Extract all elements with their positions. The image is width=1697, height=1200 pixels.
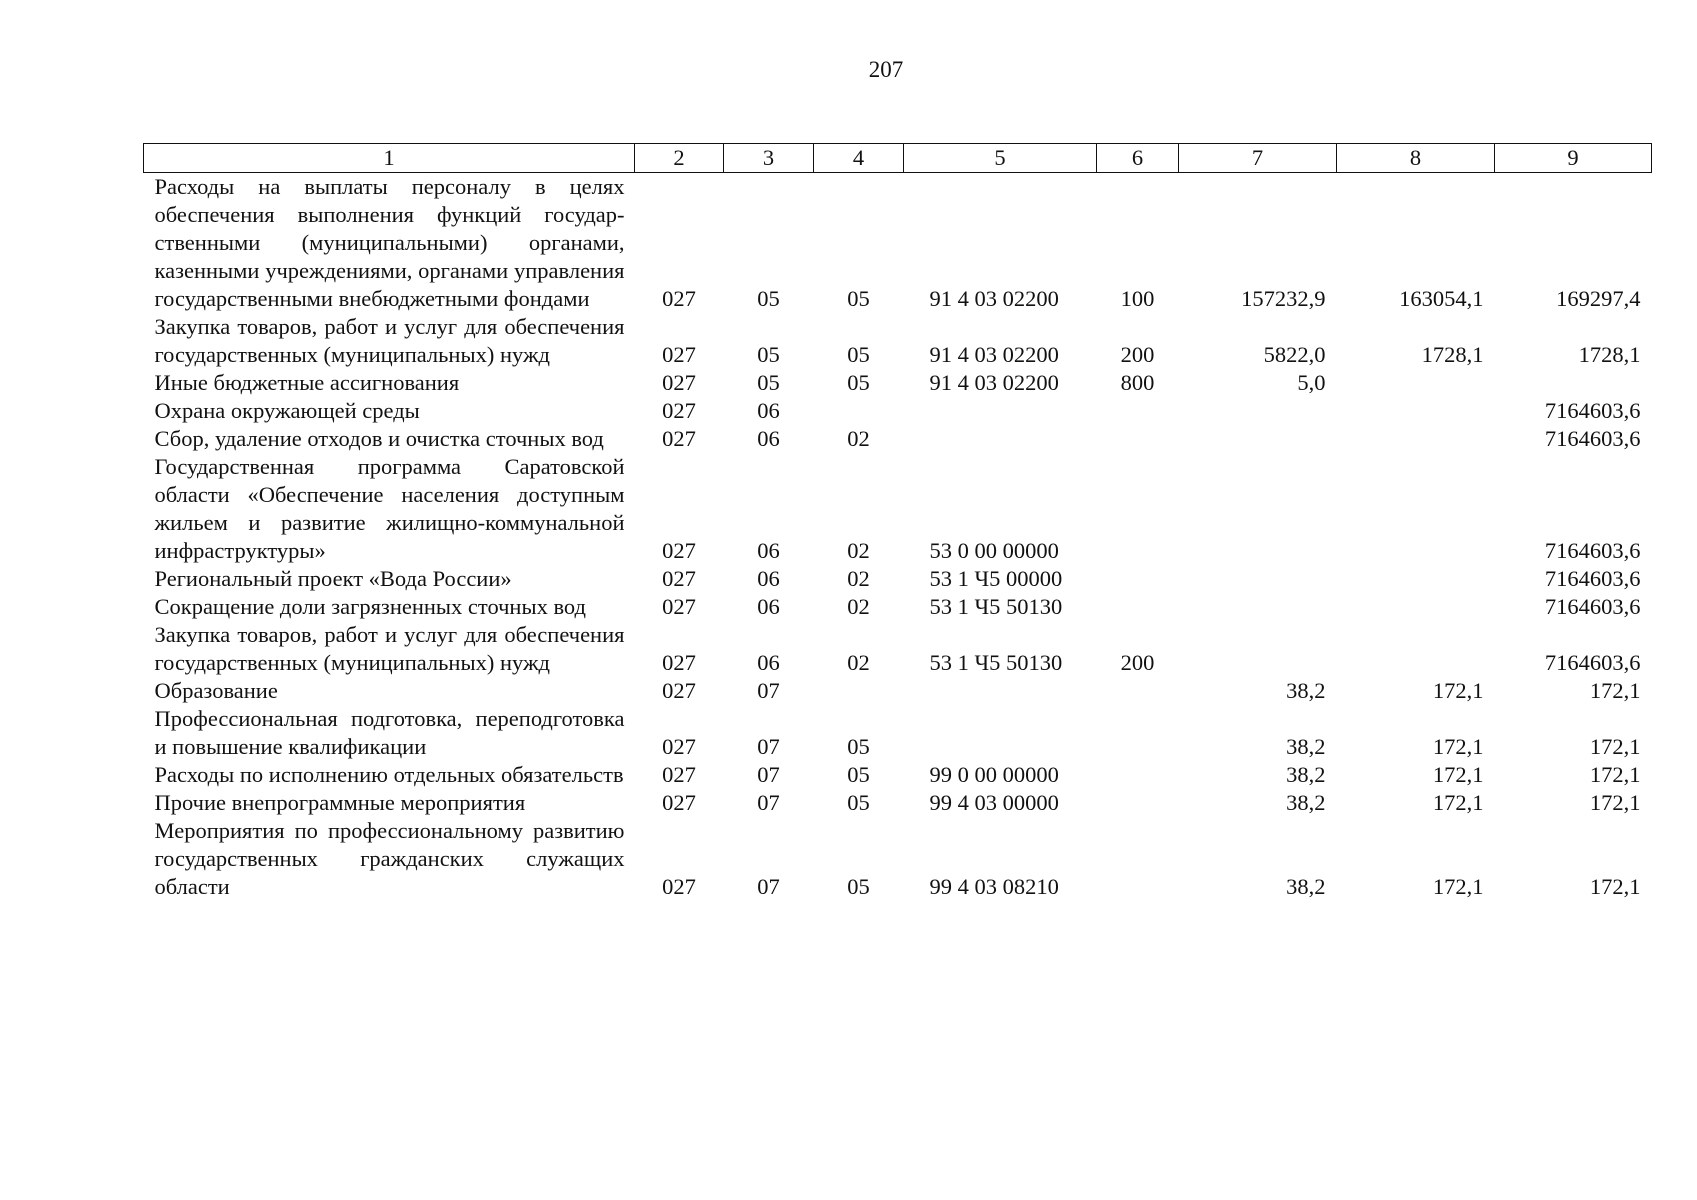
expense-type-code	[1097, 789, 1179, 817]
expense-type-code	[1097, 761, 1179, 789]
amount-col-7: 5,0	[1297, 370, 1326, 395]
target-article-code: 53 0 00 00000	[929, 538, 1059, 563]
section-code: 07	[757, 762, 780, 787]
expense-type-code	[1097, 705, 1179, 761]
header-col-9: 9	[1495, 144, 1652, 173]
amount-col-9: 7164603,6	[1544, 594, 1641, 619]
subsection-code: 02	[847, 566, 870, 591]
amount-col-7: 38,2	[1286, 762, 1326, 787]
header-col-4: 4	[814, 144, 904, 173]
subsection-code: 02	[847, 426, 870, 451]
item-name: Расходы на выплаты персоналу в целях обеспечения выполнения функций государственными (муниципальными) органами, казенными учреждениями, органами управления государственными внебюджетными фондами	[154, 174, 625, 311]
ministry-code: 027	[662, 398, 696, 423]
table-row	[144, 705, 1652, 761]
amount-col-9: 7164603,6	[1544, 538, 1641, 563]
item-name: Сбор, удаление отходов и очистка сточных вод	[154, 426, 604, 451]
table-row	[144, 369, 1652, 397]
amount-col-7	[1179, 453, 1337, 565]
target-article-code: 53 1 Ч5 50130	[929, 650, 1063, 675]
expense-type-code: 100	[1120, 286, 1155, 311]
amount-col-7	[1179, 593, 1337, 621]
section-code: 06	[757, 538, 780, 563]
budget-table	[143, 143, 1652, 901]
table-row	[144, 817, 1652, 901]
table-row	[144, 397, 1652, 425]
header-col-3: 3	[724, 144, 814, 173]
item-name: Образование	[154, 678, 278, 703]
amount-col-9: 169297,4	[1556, 286, 1641, 311]
table-row	[144, 761, 1652, 789]
amount-col-9: 172,1	[1589, 678, 1641, 703]
amount-col-9: 1728,1	[1578, 342, 1641, 367]
section-code: 06	[757, 650, 780, 675]
subsection-code: 05	[847, 762, 870, 787]
ministry-code: 027	[662, 594, 696, 619]
amount-col-8: 172,1	[1432, 790, 1484, 815]
target-article-code	[904, 397, 1097, 425]
amount-col-7: 5822,0	[1263, 342, 1326, 367]
section-code: 05	[757, 370, 780, 395]
ministry-code: 027	[662, 678, 696, 703]
table-row	[144, 453, 1652, 565]
table-row	[144, 425, 1652, 453]
expense-type-code	[1097, 593, 1179, 621]
header-col-7: 7	[1179, 144, 1337, 173]
target-article-code: 53 1 Ч5 50130	[929, 594, 1063, 619]
amount-col-9: 172,1	[1589, 762, 1641, 787]
amount-col-8: 172,1	[1432, 678, 1484, 703]
amount-col-7: 38,2	[1286, 734, 1326, 759]
target-article-code: 99 0 00 00000	[929, 762, 1059, 787]
table-row	[144, 565, 1652, 593]
subsection-code: 02	[847, 594, 870, 619]
subsection-code: 05	[847, 342, 870, 367]
ministry-code: 027	[662, 370, 696, 395]
subsection-code: 05	[847, 370, 870, 395]
table-header	[144, 144, 1652, 173]
amount-col-9: 7164603,6	[1544, 650, 1641, 675]
expense-type-code	[1097, 397, 1179, 425]
target-article-code: 99 4 03 00000	[929, 790, 1059, 815]
target-article-code	[904, 425, 1097, 453]
ministry-code: 027	[662, 566, 696, 591]
amount-col-8	[1337, 397, 1495, 425]
page-number: 207	[868, 57, 904, 82]
expense-type-code	[1097, 565, 1179, 593]
table-body	[144, 173, 1652, 902]
amount-col-8: 172,1	[1432, 762, 1484, 787]
expense-type-code	[1097, 677, 1179, 705]
header-col-1: 1	[144, 144, 635, 173]
amount-col-7	[1179, 565, 1337, 593]
amount-col-7	[1179, 425, 1337, 453]
section-code: 06	[757, 398, 780, 423]
target-article-code: 53 1 Ч5 00000	[929, 566, 1063, 591]
amount-col-9: 172,1	[1589, 734, 1641, 759]
header-row	[144, 144, 1652, 173]
header-col-6: 6	[1097, 144, 1179, 173]
ministry-code: 027	[662, 426, 696, 451]
item-name: Охрана окружающей среды	[154, 398, 420, 423]
ministry-code: 027	[662, 762, 696, 787]
target-article-code: 99 4 03 08210	[929, 874, 1059, 899]
amount-col-8: 1728,1	[1421, 342, 1484, 367]
table-row	[144, 789, 1652, 817]
ministry-code: 027	[662, 790, 696, 815]
expense-type-code	[1097, 453, 1179, 565]
ministry-code: 027	[662, 650, 696, 675]
target-article-code: 91 4 03 02200	[929, 342, 1059, 367]
item-name: Государственная программа Саратовской области «Обеспечение населения доступным жильем и развитие жилищно-коммунальной инфраструктуры»	[154, 454, 625, 563]
subsection-code	[814, 397, 904, 425]
amount-col-8	[1337, 593, 1495, 621]
ministry-code: 027	[662, 342, 696, 367]
subsection-code: 05	[847, 286, 870, 311]
amount-col-8	[1337, 565, 1495, 593]
table-row	[144, 677, 1652, 705]
section-code: 05	[757, 286, 780, 311]
ministry-code: 027	[662, 874, 696, 899]
header-col-8: 8	[1337, 144, 1495, 173]
amount-col-9: 172,1	[1589, 874, 1641, 899]
amount-col-9: 172,1	[1589, 790, 1641, 815]
subsection-code: 05	[847, 874, 870, 899]
subsection-code: 05	[847, 790, 870, 815]
section-code: 07	[757, 874, 780, 899]
section-code: 06	[757, 594, 780, 619]
target-article-code: 91 4 03 02200	[929, 286, 1059, 311]
amount-col-7	[1179, 397, 1337, 425]
amount-col-9: 7164603,6	[1544, 398, 1641, 423]
section-code: 07	[757, 678, 780, 703]
item-name: Сокращение доли загрязненных сточных вод	[154, 594, 586, 619]
section-code: 06	[757, 426, 780, 451]
expense-type-code: 800	[1120, 370, 1155, 395]
ministry-code: 027	[662, 734, 696, 759]
amount-col-9	[1495, 369, 1652, 397]
section-code: 05	[757, 342, 780, 367]
ministry-code: 027	[662, 538, 696, 563]
item-name: Региональный проект «Вода России»	[154, 566, 512, 591]
amount-col-7: 38,2	[1286, 874, 1326, 899]
table-row	[144, 173, 1652, 314]
table-row	[144, 621, 1652, 677]
header-col-5: 5	[904, 144, 1097, 173]
item-name: Расходы по исполнению отдельных обязательств	[154, 762, 624, 787]
subsection-code	[814, 677, 904, 705]
amount-col-8	[1337, 621, 1495, 677]
item-name: Мероприятия по профессиональному развитию государственных гражданских служащих области	[154, 818, 625, 899]
item-name: Закупка товаров, работ и услуг для обеспечения государственных (муниципальных) нужд	[154, 314, 625, 367]
expense-type-code	[1097, 425, 1179, 453]
amount-col-9: 7164603,6	[1544, 566, 1641, 591]
amount-col-7: 38,2	[1286, 678, 1326, 703]
ministry-code: 027	[662, 286, 696, 311]
expense-type-code: 200	[1120, 342, 1155, 367]
target-article-code	[904, 677, 1097, 705]
header-col-2: 2	[635, 144, 724, 173]
amount-col-8	[1337, 369, 1495, 397]
item-name: Иные бюджетные ассигнования	[154, 370, 460, 395]
item-name: Профессиональная подготовка, переподготовка и повышение квалификации	[154, 706, 625, 759]
subsection-code: 02	[847, 538, 870, 563]
amount-col-8	[1337, 453, 1495, 565]
amount-col-7: 38,2	[1286, 790, 1326, 815]
item-name: Прочие внепрограммные мероприятия	[154, 790, 526, 815]
expense-type-code: 200	[1120, 650, 1155, 675]
target-article-code	[904, 705, 1097, 761]
amount-col-8	[1337, 425, 1495, 453]
table-row	[144, 313, 1652, 369]
subsection-code: 05	[847, 734, 870, 759]
amount-col-8: 172,1	[1432, 734, 1484, 759]
section-code: 06	[757, 566, 780, 591]
section-code: 07	[757, 734, 780, 759]
subsection-code: 02	[847, 650, 870, 675]
amount-col-7: 157232,9	[1241, 286, 1326, 311]
table-row	[144, 593, 1652, 621]
section-code: 07	[757, 790, 780, 815]
amount-col-8: 172,1	[1432, 874, 1484, 899]
amount-col-9: 7164603,6	[1544, 426, 1641, 451]
amount-col-7	[1179, 621, 1337, 677]
target-article-code: 91 4 03 02200	[929, 370, 1059, 395]
expense-type-code	[1097, 817, 1179, 901]
item-name: Закупка товаров, работ и услуг для обеспечения государственных (муниципальных) нужд	[154, 622, 625, 675]
amount-col-8: 163054,1	[1399, 286, 1484, 311]
